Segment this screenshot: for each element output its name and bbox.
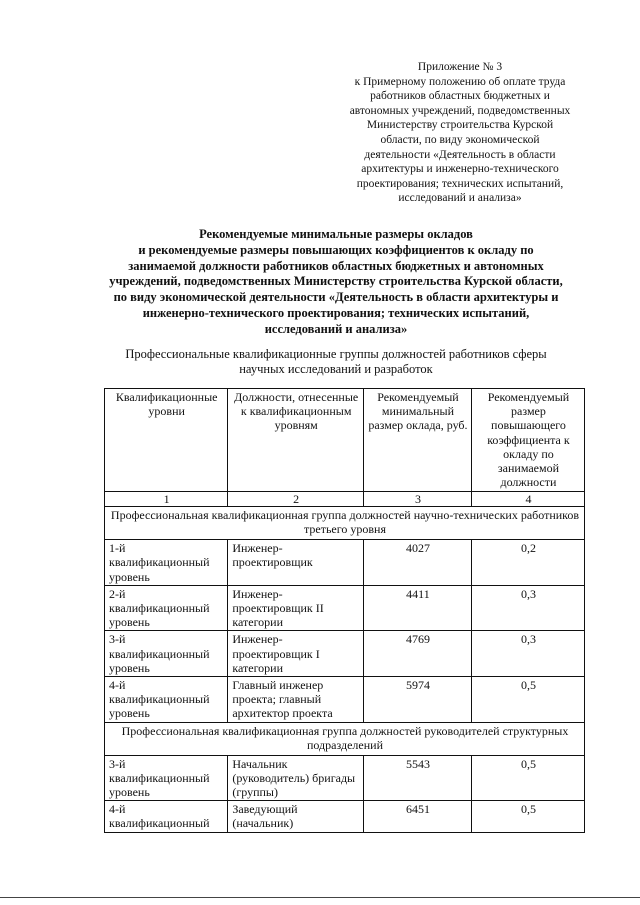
header-salary: Рекомендуемый минимальный размер оклада, руб. [364, 389, 472, 492]
appendix-line: области, по виду экономической [380, 133, 540, 146]
position-cell: Начальник (руководитель) бригады (группы) [228, 755, 364, 801]
coefficient-cell: 0,3 [471, 585, 584, 631]
group-header-row [105, 722, 585, 755]
title-line: и рекомендуемые размеры повышающих коэффициентов к окладу по [138, 242, 534, 257]
appendix-line: деятельности «Деятельность в области [364, 148, 556, 161]
column-number: 4 [471, 492, 584, 507]
table-header-row [105, 389, 585, 492]
header-positions: Должности, отнесенные к квалификационным уровням [228, 389, 364, 492]
document-title [96, 227, 576, 338]
title-line: занимаемой должности работников областных бюджетных и автономных [128, 258, 544, 273]
table-row [105, 585, 585, 631]
appendix-line: работников областных бюджетных и [370, 90, 550, 103]
salary-cell: 4027 [364, 540, 472, 586]
position-cell: Инженер-проектировщик II категории [228, 585, 364, 631]
position-cell: Инженер-проектировщик I категории [228, 631, 364, 677]
appendix-line: исследований и анализа» [398, 192, 522, 205]
salary-cell: 6451 [364, 801, 472, 832]
position-cell: Главный инженер проекта; главный архитектор проекта [228, 677, 364, 723]
salary-cell: 5543 [364, 755, 472, 801]
position-cell: Инженер-проектировщик [228, 540, 364, 586]
appendix-line: к Примерному положению об оплате труда [354, 75, 566, 88]
table-row [105, 755, 585, 801]
table-row [105, 540, 585, 586]
caption-line: Профессиональные квалификационные группы должностей работников сферы [125, 347, 547, 361]
column-number: 1 [105, 492, 228, 507]
appendix-line: автономных учреждений, подведомственных [349, 104, 571, 117]
position-cell: Заведующий (начальник) [228, 801, 364, 832]
caption-line: научных исследований и разработок [239, 362, 433, 376]
table-caption [96, 347, 576, 377]
group-title: Профессиональная квалификационная группа должностей руководителей структурных подразделений [105, 722, 585, 755]
appendix-line: архитектуры и инженерно-технического [361, 163, 559, 176]
level-cell: 3-й квалификационный уровень [105, 755, 228, 801]
title-line: по виду экономической деятельности «Деятельность в области архитектуры и [113, 290, 559, 305]
table-row [105, 677, 585, 723]
appendix-note [330, 60, 590, 206]
header-levels: Квалификационные уровни [105, 389, 228, 492]
appendix-line: проектирования; технических испытаний, [356, 177, 564, 190]
page-bottom-edge [0, 897, 640, 898]
level-cell: 2-й квалификационный уровень [105, 585, 228, 631]
title-line: инженерно-технического проектирования; технических испытаний, [142, 305, 530, 320]
column-number: 2 [228, 492, 364, 507]
salary-cell: 4769 [364, 631, 472, 677]
appendix-line: Министерству строительства Курской [366, 119, 554, 132]
header-coefficient: Рекомендуемый размер повышающего коэффициента к окладу по занимаемой должности [471, 389, 584, 492]
group-header-row [105, 507, 585, 540]
coefficient-cell: 0,2 [471, 540, 584, 586]
coefficient-cell: 0,5 [471, 677, 584, 723]
group-title: Профессиональная квалификационная группа должностей научно-технических работников третьего уровня [105, 507, 585, 540]
coefficient-cell: 0,5 [471, 755, 584, 801]
table-row [105, 631, 585, 677]
salary-cell: 4411 [364, 585, 472, 631]
title-line: Рекомендуемые минимальные размеры окладов [199, 227, 473, 241]
level-cell: 4-й квалификационный уровень [105, 677, 228, 723]
appendix-line: Приложение № 3 [417, 61, 503, 73]
title-line: исследований и анализа» [264, 321, 408, 336]
table-row [105, 801, 585, 832]
column-number: 3 [364, 492, 472, 507]
salary-table [104, 388, 585, 833]
coefficient-cell: 0,3 [471, 631, 584, 677]
coefficient-cell: 0,5 [471, 801, 584, 832]
level-cell: 4-й квалификационный [105, 801, 228, 832]
level-cell: 3-й квалификационный уровень [105, 631, 228, 677]
title-line: учреждений, подведомственных Министерству строительства Курской области, [109, 274, 563, 289]
salary-cell: 5974 [364, 677, 472, 723]
column-numbers-row [105, 492, 585, 507]
level-cell: 1-й квалификационный уровень [105, 540, 228, 586]
